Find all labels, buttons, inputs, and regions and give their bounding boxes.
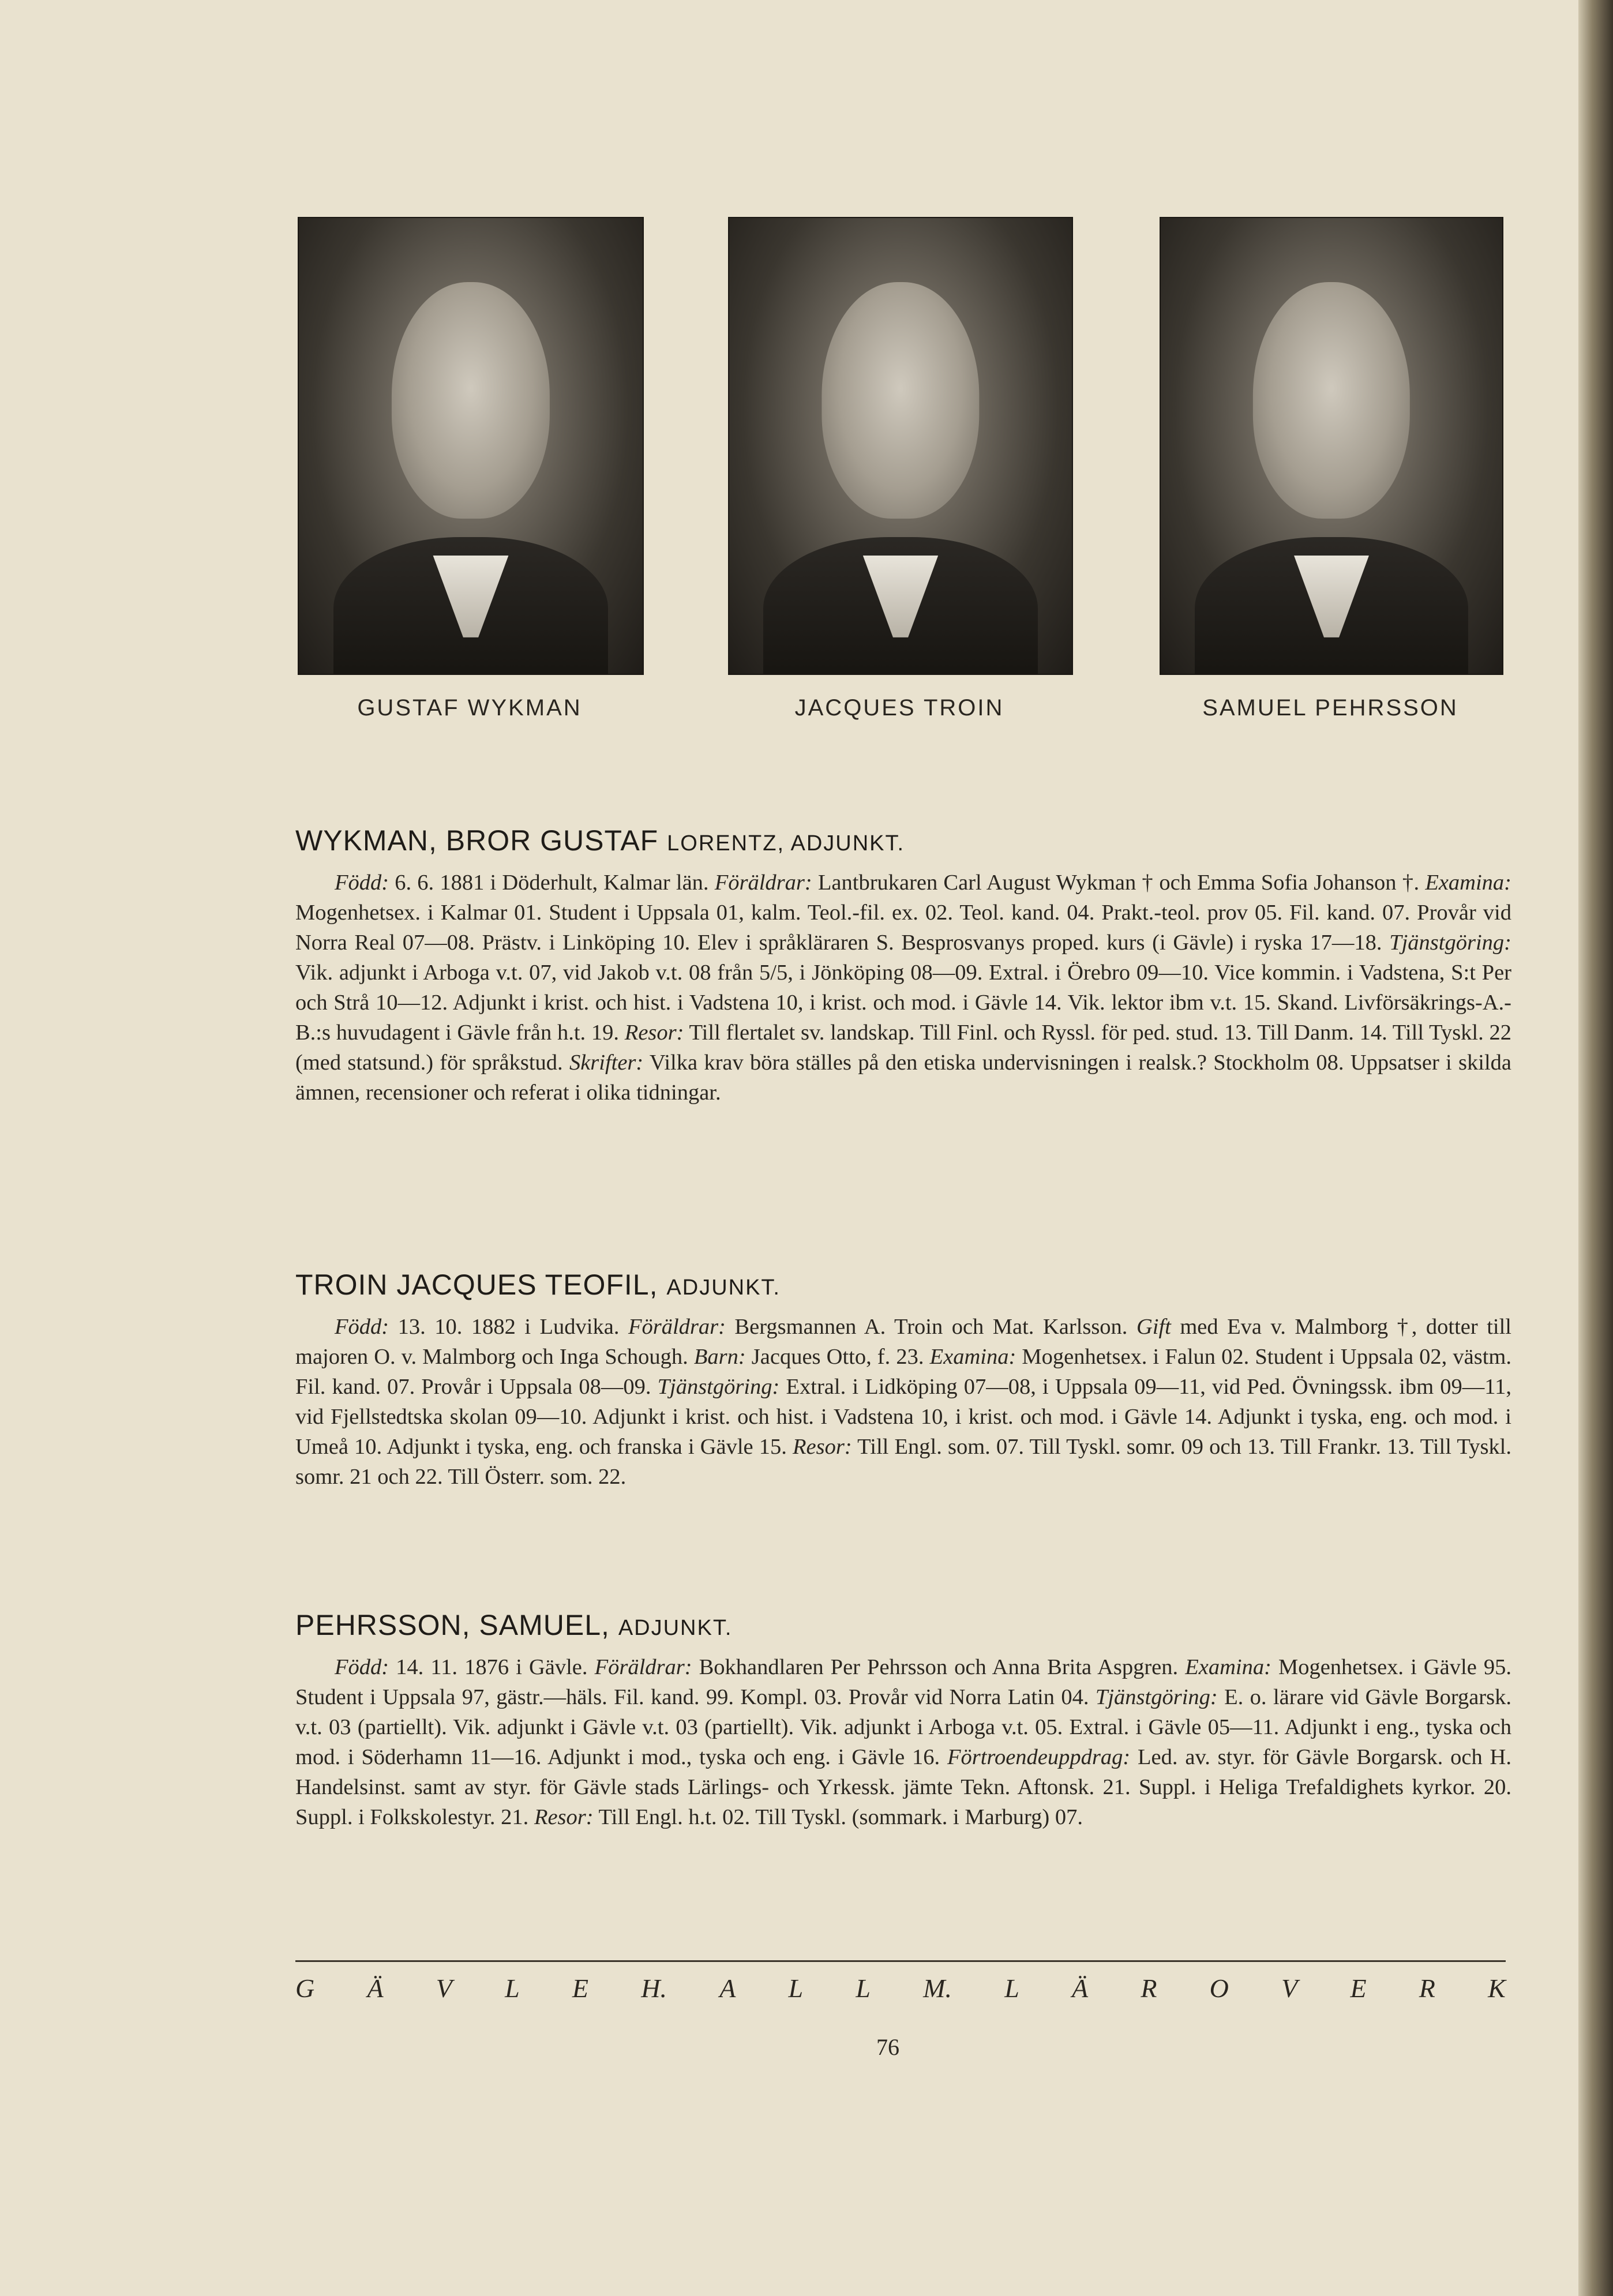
footer-letter: E (572, 1974, 589, 2003)
field-label: Tjänstgöring: (1095, 1685, 1218, 1709)
footer-letter: E (1350, 1974, 1367, 2003)
biography-entry (295, 1608, 1511, 1832)
field-text: 14. 11. 1876 i Gävle. (389, 1655, 595, 1679)
field-label: Resor: (534, 1805, 594, 1829)
field-label: Tjänstgöring: (657, 1375, 780, 1399)
field-text: Mogenhetsex. i Kalmar 01. Student i Uppsala 01, kalm. Teol.-fil. ex. 02. Teol. kand. 04. Prakt.-teol. prov 05. Fil. kand. 07. Provår vid Norra Real 07—08. Prästv. i Linköping 10. Elev i språkläraren S. Besprosvanys proped. kurs (i Gävle) i ryska 17—18. (295, 901, 1511, 955)
footer-letter: H. (641, 1974, 667, 2003)
entry-heading (295, 1608, 1511, 1642)
field-label: Född: (335, 1315, 389, 1339)
footer-letter: G (295, 1974, 315, 2003)
field-text: Lantbrukaren Carl August Wykman † och Emma Sofia Johanson †. (812, 871, 1426, 895)
page-number: 76 (876, 2034, 899, 2060)
footer-letter: M. (923, 1974, 952, 2003)
running-footer (295, 1973, 1506, 2004)
footer-letter: Ä (367, 1974, 384, 2003)
entry-heading-title: LORENTZ, ADJUNKT. (667, 831, 905, 856)
footer-letter: L (1004, 1974, 1019, 2003)
field-label: Född: (335, 1655, 389, 1679)
field-label: Född: (335, 871, 389, 895)
footer-letter: K (1488, 1974, 1506, 2003)
footer-letter: A (719, 1974, 736, 2003)
entry-body (295, 868, 1511, 1108)
field-text: Led. av. styr. för Gävle Borgarsk. och H. Handelsinst. samt av styr. för Gävle stads Lärlings- och Yrkessk. jämte Tekn. Aftonsk. 21. Suppl. i Heliga Trefaldighets kyrkor. 20. Suppl. i Folkskolestyr. 21. (295, 1745, 1511, 1829)
footer-rule (295, 1960, 1506, 1962)
entry-heading-title: ADJUNKT. (666, 1275, 781, 1300)
footer-letter: R (1419, 1974, 1435, 2003)
field-text: Mogenhetsex. i Falun 02. Student i Uppsala 02, västm. Fil. kand. 07. Provår i Uppsala 08—09. (295, 1345, 1511, 1399)
field-text: Vik. adjunkt i Arboga v.t. 07, vid Jakob v.t. 08 från 5/5, i Jönköping 08—09. Extral. i Örebro 09—10. Vice kommin. i Vadstena, S:t Per och Strå 10—12. Adjunkt i krist. och hist. i Vadstena 10, i krist. och mod. i Gävle 14. Vik. lektor ibm v.t. 15. Skand. Livförsäkrings-A.-B.:s huvudagent i Gävle från h.t. 19. (295, 961, 1511, 1045)
portrait-head (392, 282, 550, 519)
footer-letter: L (856, 1974, 871, 2003)
entry-heading-main: TROIN JACQUES TEOFIL, (295, 1269, 658, 1301)
field-text: med Eva v. Malmborg †, dotter till majoren O. v. Malmborg och Inga Schough. (295, 1315, 1512, 1369)
field-text: Till flertalet sv. landskap. Till Finl. och Ryssl. för ped. stud. 13. Till Danm. 14. Till Tyskl. 22 (med statsund.) för språkstud. (295, 1021, 1512, 1075)
portrait-photo-pehrsson (1160, 217, 1503, 675)
footer-letter: O (1209, 1974, 1229, 2003)
field-text: 6. 6. 1881 i Döderhult, Kalmar län. (389, 871, 715, 895)
field-text: Jacques Otto, f. 23. (745, 1345, 930, 1369)
field-text: Bokhandlaren Per Pehrsson och Anna Brita Aspgren. (692, 1655, 1186, 1679)
field-label: Föräldrar: (594, 1655, 692, 1679)
page-edge (1578, 0, 1613, 2296)
entry-heading-main: PEHRSSON, SAMUEL, (295, 1609, 610, 1641)
field-label: Resor: (624, 1021, 684, 1045)
footer-letter: L (505, 1974, 520, 2003)
biography-entry (295, 1268, 1511, 1492)
footer-letter: R (1141, 1974, 1157, 2003)
biography-entry (295, 824, 1511, 1108)
portrait-photo-troin (728, 217, 1073, 675)
portrait-photo-wykman (298, 217, 644, 675)
field-label: Gift (1136, 1315, 1171, 1339)
footer-letter: V (436, 1974, 452, 2003)
portrait-head (821, 282, 979, 519)
field-label: Skrifter: (569, 1051, 644, 1075)
portrait-caption: SAMUEL PEHRSSON (1202, 695, 1458, 721)
entry-body (295, 1652, 1511, 1832)
field-label: Examina: (929, 1345, 1016, 1369)
portrait-head (1253, 282, 1410, 519)
footer-letter: Ä (1072, 1974, 1089, 2003)
field-text: 13. 10. 1882 i Ludvika. (389, 1315, 628, 1339)
field-label: Föräldrar: (714, 871, 812, 895)
field-text: Till Engl. h.t. 02. Till Tyskl. (sommark. i Marburg) 07. (593, 1805, 1083, 1829)
field-text: E. o. lärare vid Gävle Borgarsk. v.t. 03 (partiellt). Vik. adjunkt i Gävle v.t. 03 (partiellt). Vik. adjunkt i Arboga v.t. 05. Extral. i Gävle 05—11. Adjunkt i eng., tyska och mod. i Söderhamn 11—16. Adjunkt i mod., tyska och eng. i Gävle 16. (295, 1685, 1511, 1769)
entry-heading-title: ADJUNKT. (618, 1616, 733, 1640)
field-label: Barn: (693, 1345, 746, 1369)
field-text: Extral. i Lidköping 07—08, i Uppsala 09—11, vid Ped. Övningssk. ibm 09—11, vid Fjellstedtska skolan 09—10. Adjunkt i krist. och hist. i Vadstena 10, i krist. och mod. i Gävle 14. Adjunkt i tyska, eng. och mod. i Umeå 10. Adjunkt i tyska, eng. och franska i Gävle 15. (295, 1375, 1511, 1459)
entry-heading (295, 824, 1511, 857)
footer-letter: V (1281, 1974, 1298, 2003)
field-text: Mogenhetsex. i Gävle 95. Student i Uppsala 97, gästr.—häls. Fil. kand. 99. Kompl. 03. Provår vid Norra Latin 04. (295, 1655, 1511, 1709)
field-label: Examina: (1425, 871, 1512, 895)
field-label: Förtroendeuppdrag: (947, 1745, 1131, 1769)
field-text: Bergsmannen A. Troin och Mat. Karlsson. (725, 1315, 1136, 1339)
field-label: Föräldrar: (628, 1315, 726, 1339)
footer-letter: L (788, 1974, 804, 2003)
field-label: Tjänstgöring: (1389, 931, 1511, 955)
field-text: Till Engl. som. 07. Till Tyskl. somr. 09 och 13. Till Frankr. 13. Till Tyskl. somr. 21 och 22. Till Österr. som. 22. (295, 1435, 1512, 1489)
portrait-caption: JACQUES TROIN (794, 695, 1004, 721)
field-label: Examina: (1185, 1655, 1271, 1679)
portrait-caption: GUSTAF WYKMAN (357, 695, 582, 721)
field-label: Resor: (793, 1435, 852, 1459)
entry-heading-main: WYKMAN, BROR GUSTAF (295, 824, 659, 857)
field-text: Vilka krav böra ställes på den etiska undervisningen i realsk.? Stockholm 08. Uppsatser i skilda ämnen, recensioner och referat i olika tidningar. (295, 1051, 1511, 1105)
entry-heading (295, 1268, 1511, 1301)
entry-body (295, 1312, 1511, 1492)
